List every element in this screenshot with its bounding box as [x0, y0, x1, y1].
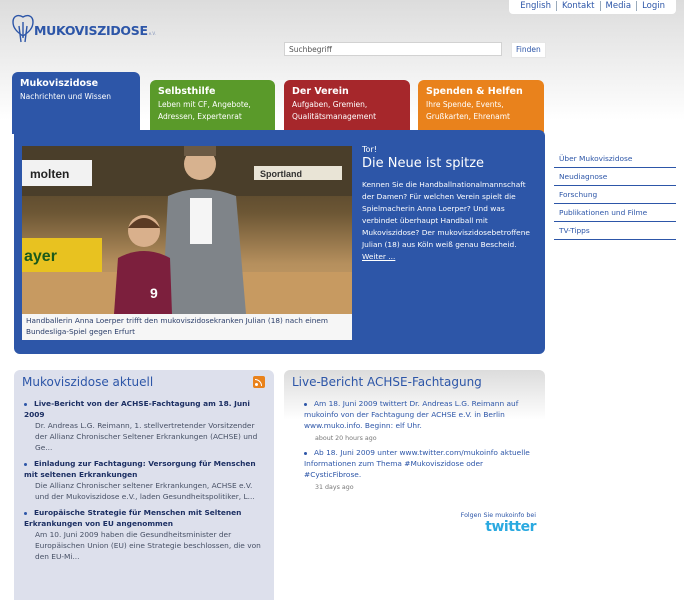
follow-text: Folgen Sie mukoinfo bei — [460, 512, 536, 519]
live-text-line — [304, 447, 536, 480]
site-logo[interactable] — [12, 14, 156, 46]
banner-text-sportland: Sportland — [260, 169, 302, 179]
feature-more-link[interactable]: Weiter ... — [362, 252, 396, 261]
twitter-follow[interactable] — [400, 512, 536, 535]
list-item — [24, 398, 264, 453]
banner-text-ayer: ayer — [24, 248, 57, 265]
news-title[interactable]: Einladung zur Fachtagung: Versorgung für Menschen mit seltenen Erkrankungen — [24, 459, 256, 479]
side-menu-item-ueber[interactable]: Über Mukoviszidose — [554, 150, 676, 168]
news-title[interactable]: Europäische Strategie für Menschen mit Seltenen Erkrankungen von EU angenommen — [24, 508, 242, 528]
live-title: Live-Bericht ACHSE-Fachtagung — [292, 375, 482, 389]
feature-body — [362, 179, 538, 263]
side-menu-item-tv-tipps[interactable]: TV-Tipps — [554, 222, 676, 240]
tab-title: Spenden & Helfen — [426, 86, 523, 97]
tab-title: Selbsthilfe — [158, 86, 216, 97]
search-button[interactable]: Finden — [511, 42, 546, 58]
live-text-line — [304, 398, 536, 431]
rss-icon[interactable] — [253, 376, 265, 388]
live-time: 31 days ago — [315, 484, 354, 491]
news-desc: Dr. Andreas L.G. Reimann, 1. stellvertretender Vorsitzender der Allianz Chronischer Seltener Erkrankungen (ACHSE) und Ge... — [35, 421, 258, 452]
side-menu — [554, 150, 676, 240]
logo-icon — [12, 14, 34, 46]
tab-title: Mukoviszidose — [20, 78, 99, 89]
photo-illustration — [22, 146, 352, 314]
list-item — [304, 447, 536, 493]
news-title-line[interactable] — [24, 458, 264, 480]
tab-subtitle: Aufgaben, Gremien, Qualitätsmanagement — [292, 100, 377, 121]
tab-selbsthilfe[interactable] — [150, 80, 275, 132]
live-time: about 20 hours ago — [315, 435, 377, 442]
tab-subtitle: Leben mit CF, Angebote, Adressen, Expertenrat — [158, 100, 251, 121]
news-title-line[interactable] — [24, 398, 264, 420]
tab-subtitle: Ihre Spende, Events, Grußkarten, Ehrenamt — [426, 100, 510, 121]
bullet-icon — [24, 403, 27, 406]
side-menu-item-publikationen[interactable]: Publikationen und Filme — [554, 204, 676, 222]
logo-text: MUKOVISZIDOSE — [34, 22, 148, 38]
bullet-icon — [24, 512, 27, 515]
feature-text — [362, 145, 538, 263]
link-login[interactable]: Login — [636, 1, 670, 11]
feature-body-text: Kennen Sie die Handballnationalmannschaft der Damen? Für welchen Verein spielt die Spielmacherin Anna Loerper? Und was verbindet überhaupt Handball mit Mukoviszidose? Der mukoviszidosebetroffene Julian (18) aus Köln weiß genau Bescheid. — [362, 180, 530, 249]
twitter-logo[interactable]: twitter — [485, 519, 536, 535]
bullet-icon — [24, 463, 27, 466]
banner-text-molten: molten — [30, 167, 70, 181]
feature-photo[interactable] — [22, 146, 352, 314]
top-navigation — [509, 0, 676, 14]
side-menu-item-forschung[interactable]: Forschung — [554, 186, 676, 204]
search-input[interactable]: Suchbegriff — [284, 42, 502, 56]
photo-caption: Handballerin Anna Loerper trifft den mukoviszidosekranken Julian (18) nach einem Bundesliga-Spiel gegen Erfurt — [22, 314, 352, 340]
tab-spenden-helfen[interactable] — [418, 80, 544, 132]
news-list — [24, 398, 264, 567]
bullet-icon — [304, 452, 307, 455]
news-desc: Die Allianz Chronischer seltener Erkrankungen, ACHSE e.V. und der Mukoviszidose e.V., laden Gesundheitspolitiker, L... — [35, 481, 255, 501]
svg-text:9: 9 — [150, 285, 158, 301]
news-title[interactable]: Live-Bericht von der ACHSE-Fachtagung am 18. Juni 2009 — [24, 399, 250, 419]
live-list — [304, 398, 536, 496]
list-item — [24, 507, 264, 562]
live-text[interactable]: Am 18. Juni 2009 twittert Dr. Andreas L.G. Reimann auf mukoinfo von der Fachtagung der ACHSE e.V. in Berlin www.muko.info. Beginn: elf Uhr. — [304, 399, 519, 430]
news-title-line[interactable] — [24, 507, 264, 529]
live-text[interactable]: Ab 18. Juni 2009 unter www.twitter.com/mukoinfo aktuelle Informationen zum Thema #Mukoviszidose oder #CysticFibrose. — [304, 448, 530, 479]
list-item — [304, 398, 536, 444]
logo-sub: e.V. — [148, 30, 156, 36]
tab-mukoviszidose[interactable] — [12, 72, 140, 134]
tab-subtitle: Nachrichten und Wissen — [20, 92, 111, 101]
link-kontakt[interactable]: Kontakt — [556, 1, 600, 11]
bullet-icon — [304, 403, 307, 406]
list-item — [24, 458, 264, 502]
aktuell-title: Mukoviszidose aktuell — [22, 375, 154, 389]
tab-der-verein[interactable] — [284, 80, 410, 132]
feature-headline[interactable]: Die Neue ist spitze — [362, 156, 485, 171]
link-media[interactable]: Media — [600, 1, 637, 11]
news-desc: Am 10. Juni 2009 haben die Gesundheitsminister der Europäischen Union (EU) eine Strategie beschlossen, die von den EU-Mi... — [35, 530, 261, 561]
tab-title: Der Verein — [292, 86, 349, 97]
feature-kicker: Tor! — [362, 145, 377, 154]
link-english[interactable]: English — [520, 1, 551, 11]
side-menu-item-neudiagnose[interactable]: Neudiagnose — [554, 168, 676, 186]
